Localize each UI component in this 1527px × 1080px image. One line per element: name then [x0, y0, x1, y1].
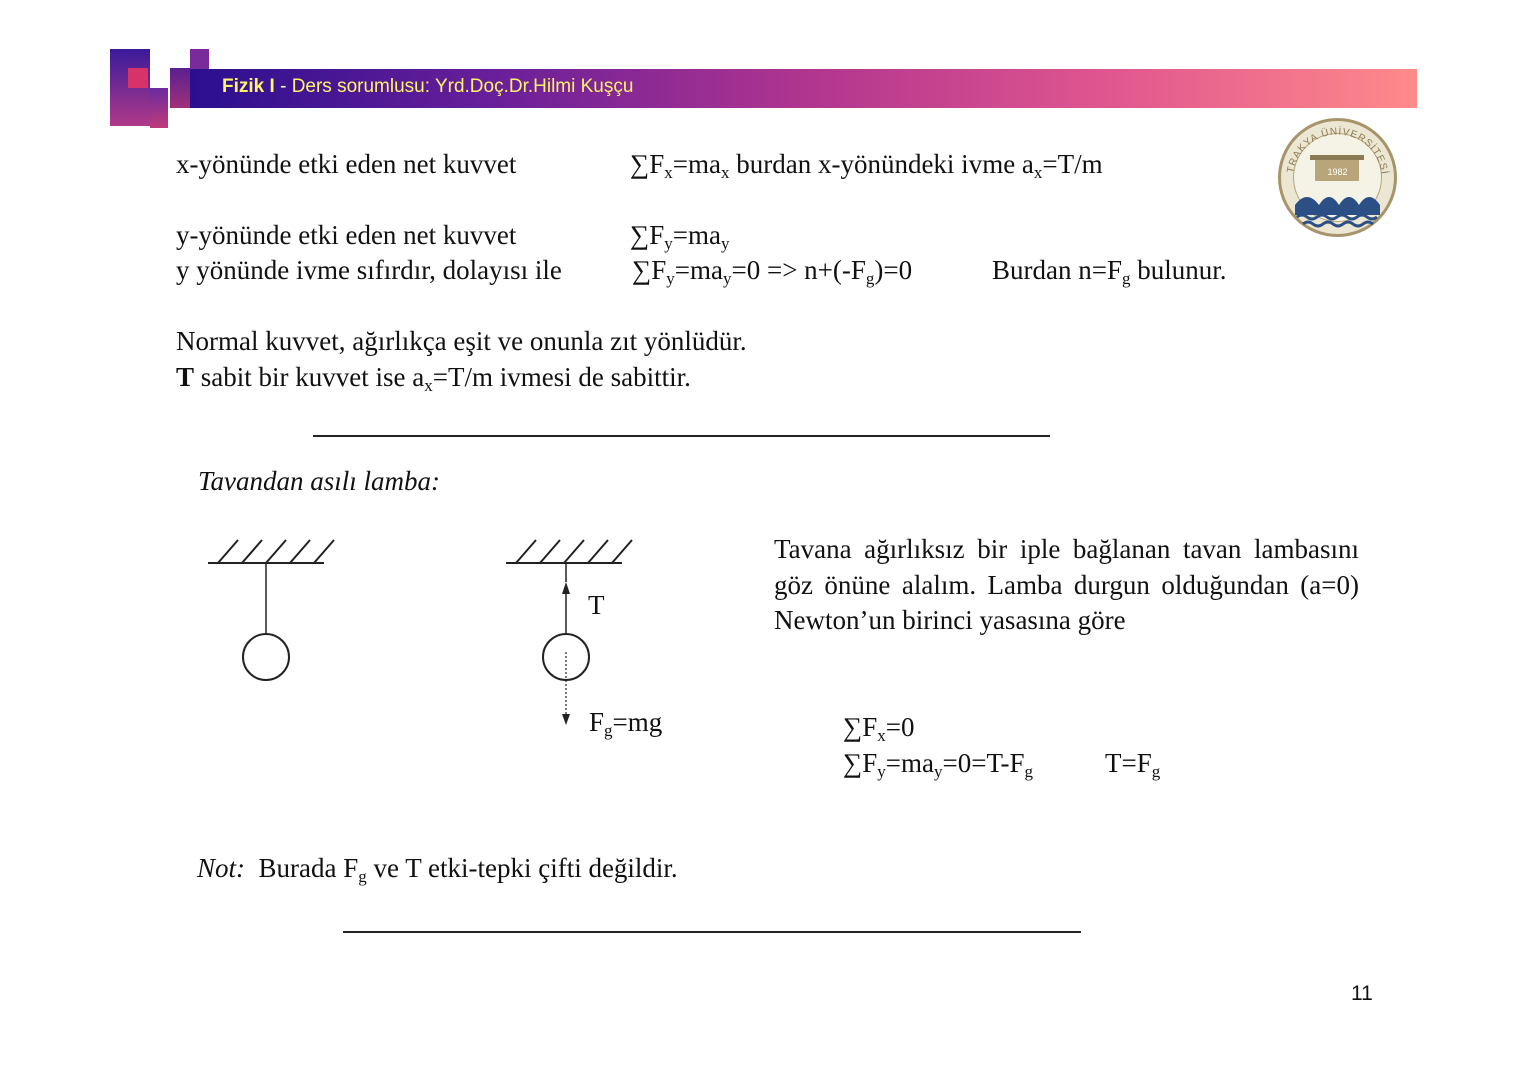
hanging-lamp-diagram: [200, 530, 350, 690]
tension-statement: T sabit bir kuvvet ise $a_x=T/m$ ivmesi de sabittir.: [176, 362, 691, 395]
sum-fy-equation: $\sum F_y=ma_y=0=T-F_g$: [843, 748, 1033, 781]
y-direction-label: y-yönünde etki eden net kuvvet: [176, 220, 517, 250]
svg-text:1982: 1982: [1327, 167, 1348, 177]
tension-label: T: [588, 590, 605, 620]
free-body-diagram: [498, 530, 648, 730]
normal-force-statement: Normal kuvvet, ağırlıkça eşit ve onunla zıt yönlüdür.: [176, 326, 747, 356]
y-direction-equation: $\sum F_y=ma_y$: [630, 220, 730, 253]
bottom-divider-line: [343, 931, 1081, 933]
section-title: Tavandan asılı lamba:: [198, 466, 441, 496]
ceiling-hatch: [218, 540, 334, 563]
tension-equals-weight: $T=F_g$: [1105, 748, 1161, 781]
y-acceleration-zero-equation: $\sum F_y=ma_y=0 => n+(-F_g)=0$: [632, 255, 913, 288]
ceiling-hatch: [516, 540, 632, 563]
divider-line: [313, 435, 1050, 437]
note: Not: Burada $F_g$ ve T etki-tepki çifti değildir.: [197, 853, 678, 886]
y-acceleration-zero-label: y yönünde ivme sıfırdır, dolayısı ile: [176, 255, 562, 285]
svg-text:TRAKYA ÜNİVERSİTESİ: TRAKYA ÜNİVERSİTESİ: [1285, 126, 1390, 176]
normal-force-result: Burdan $n=F_g$ bulunur.: [992, 255, 1227, 288]
weight-label: $F_g=mg$: [589, 707, 663, 740]
x-direction-equation: $\sum F_x=ma_x$ burdan x-yönündeki ivme $a_x=T/m$: [630, 149, 1103, 182]
university-logo: [1277, 117, 1398, 238]
lamp-explanation: Tavana ağırlıksız bir iple bağlanan tavan lambasını göz önüne alalım. Lamba durgun olduğundan (a=0) Newton’un birinci yasasına göre: [774, 534, 1359, 635]
tension-arrowhead: [562, 582, 570, 594]
x-direction-label: x-yönünde etki eden net kuvvet: [176, 149, 517, 179]
lamp-circle: [243, 634, 289, 680]
header-title: Fizik I - Ders sorumlusu: Yrd.Doç.Dr.Hilmi Kuşçu: [222, 76, 634, 97]
page-number: 11: [1351, 982, 1373, 1005]
weight-arrowhead: [562, 714, 570, 725]
sum-fx-equation: $\sum F_x=0$: [843, 712, 915, 745]
